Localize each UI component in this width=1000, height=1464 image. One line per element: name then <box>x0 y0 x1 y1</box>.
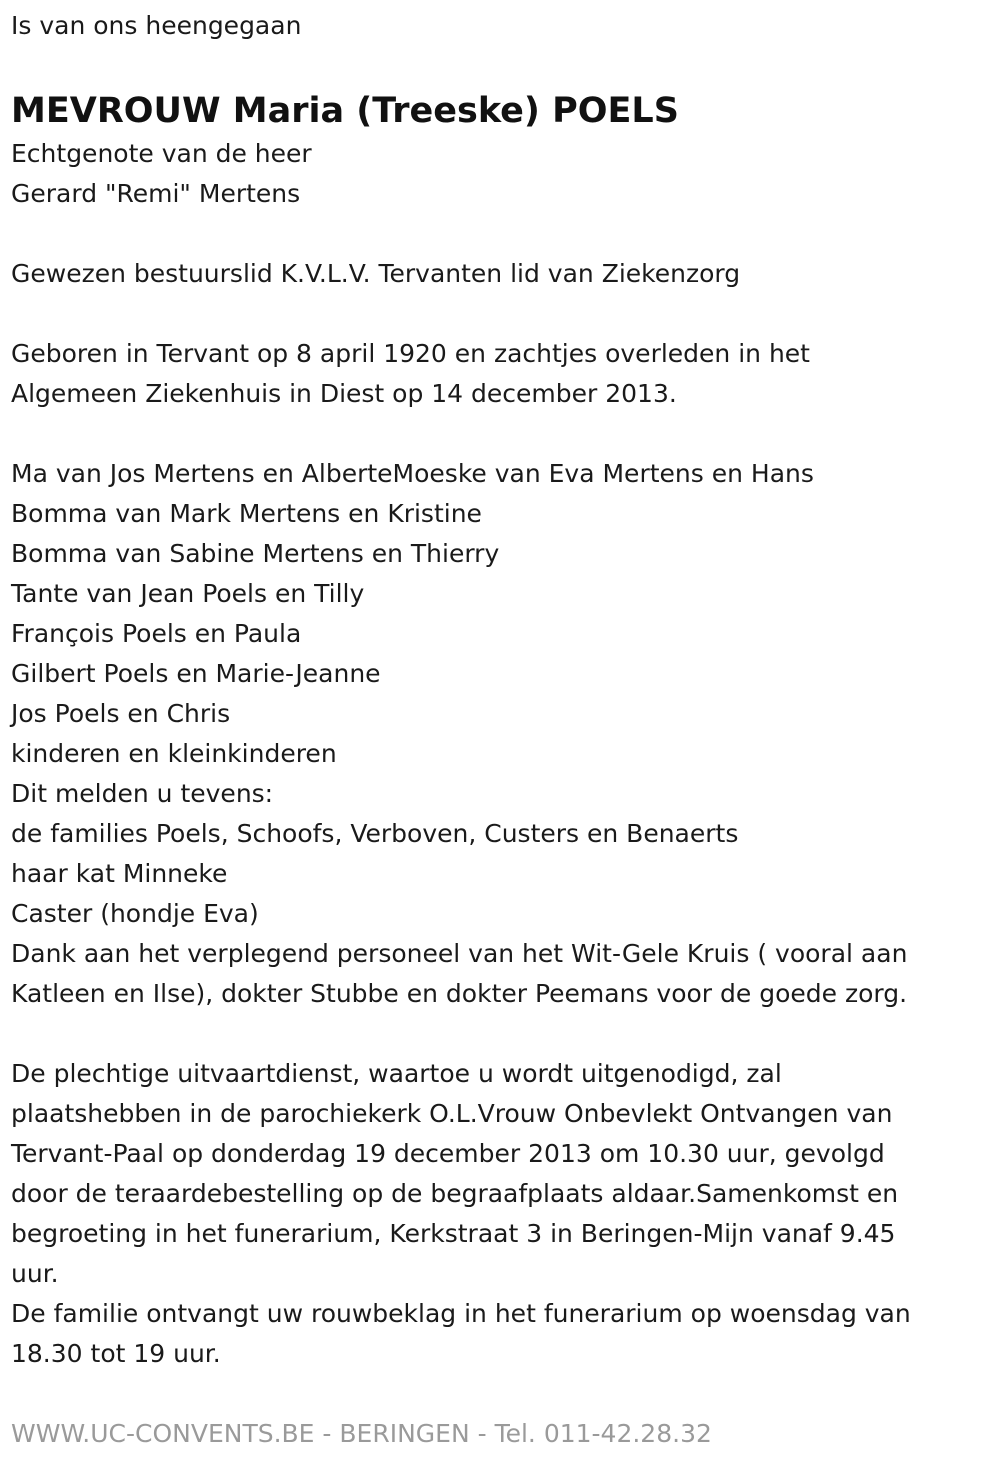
family-line: haar kat Minneke <box>11 859 228 888</box>
family-line: Gilbert Poels en Marie-Jeanne <box>11 659 381 688</box>
spouse-line: Echtgenote van de heer <box>11 139 312 168</box>
birth-death-line: Algemeen Ziekenhuis in Diest op 14 december 2013. <box>11 379 677 408</box>
deceased-name: MEVROUW Maria (Treeske) POELS <box>11 91 679 131</box>
family-line: kinderen en kleinkinderen <box>11 739 337 768</box>
family-line: Dit melden u tevens: <box>11 779 274 808</box>
birth-death-section <box>11 334 991 414</box>
birth-death-line: Geboren in Tervant op 8 april 1920 en zachtjes overleden in het <box>11 339 810 368</box>
family-line: Bomma van Sabine Mertens en Thierry <box>11 539 500 568</box>
role-text: Gewezen bestuurslid K.V.L.V. Tervanten lid van Ziekenzorg <box>11 259 741 288</box>
family-line: Jos Poels en Chris <box>11 699 231 728</box>
family-line: Caster (hondje Eva) <box>11 899 259 928</box>
family-line: François Poels en Paula <box>11 619 302 648</box>
service-section <box>11 1054 991 1374</box>
family-line: Katleen en Ilse), dokter Stubbe en dokter Peemans voor de goede zorg. <box>11 979 908 1008</box>
spouse-line: Gerard "Remi" Mertens <box>11 179 301 208</box>
service-line: uur. <box>11 1259 59 1288</box>
service-line: door de teraardebestelling op de begraafplaats aldaar.Samenkomst en <box>11 1179 899 1208</box>
family-line: Bomma van Mark Mertens en Kristine <box>11 499 482 528</box>
family-section <box>11 454 991 1014</box>
family-line: Tante van Jean Poels en Tilly <box>11 579 365 608</box>
family-line: de families Poels, Schoofs, Verboven, Custers en Benaerts <box>11 819 739 848</box>
family-line: Dank aan het verplegend personeel van het Wit-Gele Kruis ( vooral aan <box>11 939 908 968</box>
footer-contact: WWW.UC-CONVENTS.BE - BERINGEN - Tel. 011-42.28.32 <box>11 1419 712 1448</box>
service-line: De familie ontvangt uw rouwbeklag in het funerarium op woensdag van <box>11 1299 911 1328</box>
service-line: plaatshebben in de parochiekerk O.L.Vrouw Onbevlekt Ontvangen van <box>11 1099 893 1128</box>
service-line: De plechtige uitvaartdienst, waartoe u wordt uitgenodigd, zal <box>11 1059 782 1088</box>
death-notice <box>11 0 991 1374</box>
service-line: Tervant-Paal op donderdag 19 december 2013 om 10.30 uur, gevolgd <box>11 1139 885 1168</box>
service-line: begroeting in het funerarium, Kerkstraat 3 in Beringen-Mijn vanaf 9.45 <box>11 1219 896 1248</box>
intro-text: Is van ons heengegaan <box>11 11 302 40</box>
family-line: Ma van Jos Mertens en AlberteMoeske van Eva Mertens en Hans <box>11 459 814 488</box>
spouse-section <box>11 134 991 214</box>
service-line: 18.30 tot 19 uur. <box>11 1339 221 1368</box>
